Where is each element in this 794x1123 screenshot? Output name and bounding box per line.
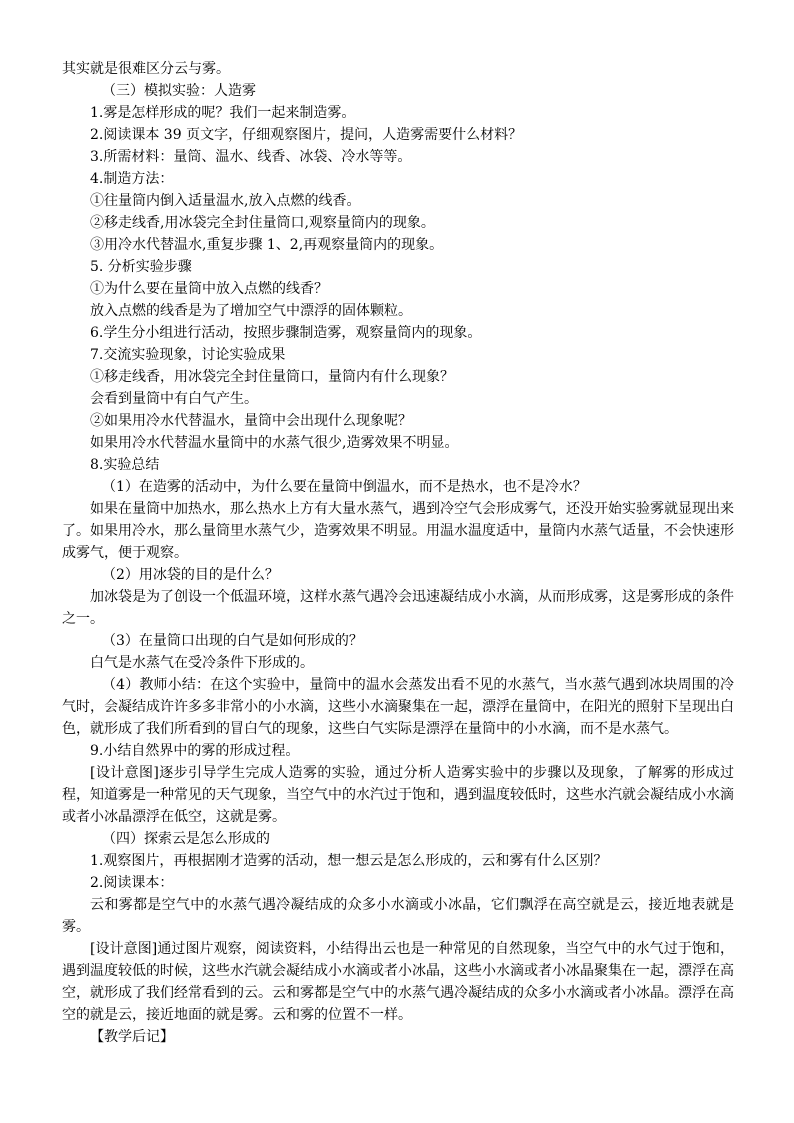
paragraph: 7.交流实验现象，讨论实验成果 [90, 347, 286, 363]
list-item: ①为什么要在量筒中放入点燃的线香？ [90, 281, 328, 297]
paragraph: 8.实验总结 [90, 457, 160, 473]
paragraph: 3.所需材料：量筒、温水、线香、冰袋、冷水等等。 [90, 149, 412, 165]
answer-paragraph: 如果在量筒中加热水，那么热水上方有大量水蒸气，遇到冷空气会形成雾气，还没开始实验雾就显现出来了。如果用冷水，那么量筒里水蒸气少，造雾效果不明显。用温水温度适中，量筒内水蒸气适量，不会快速形成雾气，便于观察。 [62, 501, 734, 561]
paragraph: 1.雾是怎样形成的呢？我们一起来制造雾。 [90, 105, 356, 121]
section-heading-3: （三）模拟实验：人造雾 [102, 83, 256, 99]
answer-paragraph: 加冰袋是为了创设一个低温环境，这样水蒸气遇冷会迅速凝结成小水滴，从而形成雾，这是雾形成的条件之一。 [62, 589, 734, 627]
teaching-notes-heading: 【教学后记】 [90, 1029, 174, 1045]
paragraph: 会看到量筒中有白气产生。 [90, 391, 258, 407]
paragraph: 其实就是很难区分云与雾。 [62, 61, 230, 77]
section-heading-4: （四）探索云是怎么形成的 [102, 831, 270, 847]
paragraph: 4.制造方法： [90, 171, 174, 187]
paragraph: 2.阅读课本： [90, 875, 174, 891]
paragraph: 9.小结自然界中的雾的形成过程。 [90, 743, 300, 759]
teacher-summary: （4）教师小结：在这个实验中，量筒中的温水会蒸发出看不见的水蒸气，当水蒸气遇到冰块周围的冷气时，会凝结成许许多多非常小的小水滴，这些小水滴聚集在一起，漂浮在量筒中，在阳光的照射下呈现出白色，就形成了我们所看到的冒白气的现象，这些白气实际是漂浮在量筒中的小水滴，而不是水蒸气。 [62, 677, 734, 737]
paragraph: 1.观察图片，再根据刚才造雾的活动，想一想云是怎么形成的，云和雾有什么区别？ [90, 853, 608, 869]
paragraph: 6.学生分小组进行活动，按照步骤制造雾，观察量筒内的现象。 [90, 325, 482, 341]
paragraph: 云和雾都是空气中的水蒸气遇冷凝结成的众多小水滴或小冰晶，它们飘浮在高空就是云，接近地表就是雾。 [62, 897, 734, 935]
list-item: ①往量筒内倒入适量温水,放入点燃的线香。 [90, 193, 361, 209]
list-item: ②移走线香,用冰袋完全封住量筒口,观察量筒内的现象。 [90, 215, 435, 231]
document-body [62, 58, 734, 1048]
list-item: ①移走线香，用冰袋完全封住量筒口，量筒内有什么现象？ [90, 369, 454, 385]
paragraph: 如果用冷水代替温水量筒中的水蒸气很少,造雾效果不明显。 [90, 435, 459, 451]
list-item: ③用冷水代替温水,重复步骤 1、2,再观察量筒内的现象。 [90, 237, 444, 253]
design-intent: [设计意图]逐步引导学生完成人造雾的实验，通过分析人造雾实验中的步骤以及现象，了解雾的形成过程，知道雾是一种常见的天气现象，当空气中的水汽过于饱和，遇到温度较低时，这些水汽就会凝结成小水滴或者小冰晶漂浮在低空，这就是雾。 [62, 765, 734, 825]
answer-paragraph: 白气是水蒸气在受冷条件下形成的。 [90, 655, 314, 671]
question: （3）在量筒口出现的白气是如何形成的？ [102, 633, 363, 649]
design-intent: [设计意图]通过图片观察，阅读资料，小结得出云也是一种常见的自然现象，当空气中的水气过于饱和，遇到温度较低的时候，这些水汽就会凝结成小水滴或者小冰晶，这些小水滴或者小冰晶聚集在一起，漂浮在高空，就形成了我们经常看到的云。云和雾都是空气中的水蒸气遇冷凝结成的众多小水滴或者小冰晶。漂浮在高空的就是云，接近地面的就是雾。云和雾的位置不一样。 [62, 941, 734, 1023]
question: （2）用冰袋的目的是什么？ [102, 567, 279, 583]
list-item: ②如果用冷水代替温水，量筒中会出现什么现象呢？ [90, 413, 412, 429]
paragraph: 5. 分析实验步骤 [90, 259, 192, 275]
question: （1）在造雾的活动中，为什么要在量筒中倒温水，而不是热水，也不是冷水？ [102, 479, 587, 495]
paragraph: 放入点燃的线香是为了增加空气中漂浮的固体颗粒。 [90, 303, 412, 319]
paragraph: 2.阅读课本 39 页文字，仔细观察图片，提问，人造雾需要什么材料？ [90, 127, 523, 143]
